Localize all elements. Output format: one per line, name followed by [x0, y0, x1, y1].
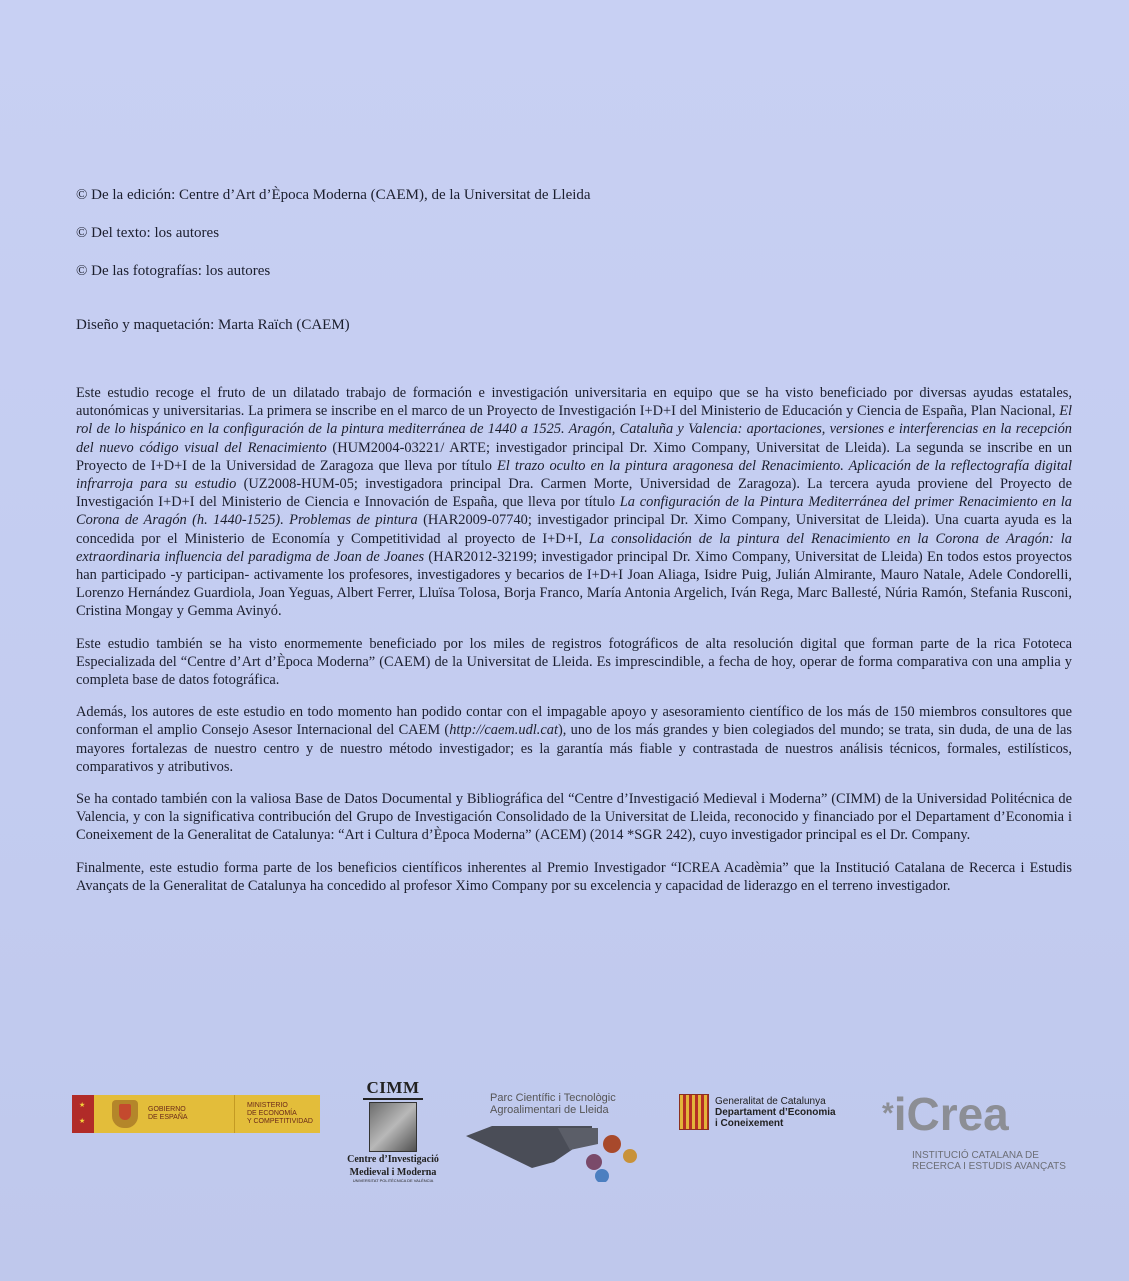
- p1-segment: (HAR2012-32199; investigador principal Dr. Ximo Company, Universitat de Lleida) En todos estos proyectos han participado -y participan- activamente los profesores, investigadores y becarios de I+D+I Joan Aliaga, Isidre Puig, Julián Almirante, Mauro Natale, Adele Condorelli, Lorenzo Hernández Guardiola, Joan Yeguas, Albert Ferrer, Lluïsa Tolosa, Borja Franco, María Antonia Argelich, Iván Rega, Marc Ballesté, Núria Ramón, Stefania Rusconi, Cristina Mongay y Gemma Avinyó.: [76, 548, 1072, 620]
- p1-segment: El trazo oculto en la pintura aragonesa del Renacimiento. Aplicación de la reflectografía digital infrarroja para su estudio: [76, 457, 1072, 493]
- paragraph-5: [76, 859, 1072, 895]
- cimm-title: CIMM: [363, 1078, 424, 1100]
- paragraph-3: [76, 703, 1072, 776]
- p3-segment: ), uno de los más grandes y bien colegiados del mundo; se trata, sin duda, de una de las mayores fortalezas de nuestro centro y de nuestro método investigador; es la garantía más fiable y contrastada de nuestros análisis técnicos, formales, estilísticos, comparativos y atributivos.: [76, 722, 1072, 775]
- parc-cientific-logo: [462, 1092, 667, 1182]
- ministerio-line2: DE ECONOMÍA: [247, 1110, 297, 1117]
- credit-texto: © Del texto: los autores: [76, 225, 220, 241]
- p5-segment: Finalmente, este estudio forma parte de los beneficios científicos inherentes al Premio Investigador “ICREA Acadèmia” que la Institució Catalana de Recerca i Estudis Avançats de la Generalitat de Catalunya ha concedido al profesor Ximo Company por su excelencia y capacidad de liderazgo en el terreno investigador.: [76, 859, 1072, 894]
- parc-line1: Parc Científic i Tecnològic: [490, 1092, 616, 1104]
- ministerio-text: [247, 1102, 313, 1126]
- generalitat-logo: [679, 1094, 869, 1134]
- p2-segment: Este estudio también se ha visto enormemente beneficiado por los miles de registros fotográficos de alta resolución digital que forman parte de la rica Fototeca Especializada del “Centre d’Art d’Època Moderna” (CAEM) de la Universitat de Lleida. Es imprescindible, a fecha de hoy, operar de forma comparativa con una amplia y completa base de datos fotográfica.: [76, 635, 1072, 689]
- icrea-name: iCrea: [893, 1088, 1009, 1140]
- paragraph-4: [76, 790, 1072, 845]
- gobierno-block: [94, 1095, 234, 1133]
- p4-segment: Se ha contado también con la valiosa Base de Datos Documental y Bibliográfica del “Centre d’Investigació Medieval i Moderna” (CIMM) de la Universidad Politécnica de Valencia, y con la significativa contribución del Grupo de Investigación Consolidado de la Universitat de Lleida, reconocido y financiado por el Departament d’Economia i Coneixement de la Generalitat de Catalunya: “Art i Cultura d’Època Moderna” (ACEM) (2014 *SGR 242), cuyo investigador principal es el Dr. Company.: [76, 791, 1072, 844]
- parc-line2: Agroalimentari de Lleida: [490, 1104, 609, 1116]
- paragraph-1: [76, 384, 1072, 621]
- ministerio-line1: MINISTERIO: [247, 1102, 288, 1109]
- icrea-line1: INSTITUCIÓ CATALANA DE: [912, 1150, 1039, 1161]
- p1-segment: (UZ2008-HUM-05; investigadora principal Dra. Carmen Morte, Universidad de Zaragoza). La tercera ayuda proviene del Proyecto de Investigación I+D+I del Ministerio de Ciencia e Innovación de España, que lleva por título: [76, 476, 1073, 511]
- p1-segment: (HAR2009-07740; investigador principal Dr. Ximo Company, Universitat de Lleida). Una cuarta ayuda es la concedida por el Ministerio de Economía y Competitividad al proyecto de I+D+I,: [76, 512, 1073, 547]
- cimm-logo: [338, 1078, 448, 1183]
- coat-of-arms-icon: [112, 1100, 138, 1128]
- p1-segment: La configuración de la Pintura Mediterránea del primer Renacimiento en la Corona de Aragón (h. 1440-1525). Problemas de pintura: [76, 494, 1072, 529]
- p1-segment: (HUM2004-03221/ ARTE; investigador principal Dr. Ximo Company, Universitat de Lleida). La segunda se inscribe en un Proyecto de I+D+I de la Universidad de Zaragoza que lleva por título: [76, 439, 1073, 474]
- sponsor-logos: [0, 1078, 1129, 1188]
- ministerio-block: [234, 1095, 320, 1133]
- cimm-line2: Medieval i Moderna: [349, 1167, 437, 1178]
- cimm-emblem-icon: [369, 1102, 417, 1152]
- senyera-icon: [679, 1094, 709, 1130]
- gobierno-text: [148, 1106, 188, 1122]
- p1-segment: Este estudio recoge el fruto de un dilatado trabajo de formación e investigación universitaria en equipo que se ha visto beneficiado por diversas ayudas estatales, autonómicas y universitarias. La primera se inscribe en el marco de un Proyecto de Investigación I+D+I del Ministerio de Educación y Ciencia de España, Plan Nacional,: [76, 385, 1072, 420]
- cimm-line3: UNIVERSITAT POLITÈCNICA DE VALÈNCIA: [352, 1178, 434, 1183]
- paragraph-2: [76, 635, 1072, 690]
- ministerio-line3: Y COMPETITIVIDAD: [247, 1118, 313, 1125]
- generalitat-text: [715, 1096, 836, 1129]
- gobierno-line1: GOBIERNO: [148, 1106, 186, 1113]
- credits-block: [76, 186, 1056, 300]
- cimm-line1: Centre d’Investigació: [347, 1154, 439, 1165]
- asterisk-icon: *: [882, 1097, 894, 1130]
- credit-fotografias: © De las fotografías: los autores: [76, 263, 271, 279]
- icrea-subtitle: [912, 1150, 1066, 1172]
- p3-segment: http://caem.udl.cat: [449, 722, 558, 739]
- generalitat-line3: i Coneixement: [715, 1118, 784, 1129]
- credit-edicion: © De la edición: Centre d’Art d’Època Moderna (CAEM), de la Universitat de Lleida: [76, 187, 591, 203]
- p1-segment: El rol de lo hispánico en la configuración de la pintura mediterránea de 1440 a 1525. Aragón, Cataluña y Valencia: aportaciones, versiones e interferencias en la recepción del nuevo código visual del Renacimiento: [76, 403, 1072, 456]
- icrea-wordmark: [882, 1088, 1009, 1140]
- body-text: [76, 384, 1072, 909]
- spain-flag-stripe: ★ ★: [72, 1095, 94, 1133]
- gobierno-ministerio-logo: [72, 1095, 320, 1133]
- generalitat-line1: Generalitat de Catalunya: [715, 1096, 826, 1107]
- parc-emblem-icon: [462, 1092, 667, 1182]
- generalitat-line2: Departament d’Economia: [715, 1107, 836, 1118]
- icrea-logo: [880, 1088, 1080, 1178]
- gobierno-line2: DE ESPAÑA: [148, 1114, 188, 1121]
- p1-segment: La consolidación de la pintura del Renacimiento en la Corona de Aragón: la extraordinaria influencia del paradigma de Joan de Joanes: [76, 530, 1072, 565]
- icrea-line2: RECERCA I ESTUDIS AVANÇATS: [912, 1161, 1066, 1172]
- p3-segment: Además, los autores de este estudio en todo momento han podido contar con el impagable apoyo y asesoramiento científico de los más de 150 miembros consultores que conforman el amplio Consejo Asesor Internacional del CAEM (: [76, 704, 1072, 739]
- credit-diseno: Diseño y maquetación: Marta Raïch (CAEM): [76, 317, 350, 333]
